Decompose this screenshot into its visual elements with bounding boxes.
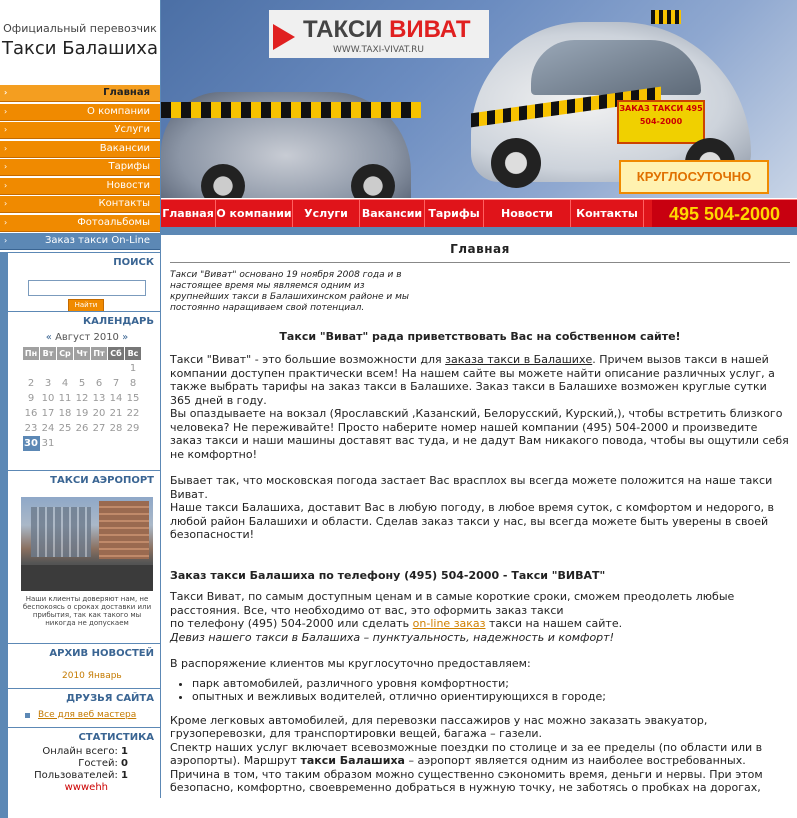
calendar-month: [0, 332, 160, 343]
airport-photo[interactable]: [21, 497, 153, 591]
calendar-day[interactable]: 27: [92, 422, 106, 434]
calendar-day[interactable]: 31: [41, 437, 55, 449]
nav-home[interactable]: Главная: [161, 200, 216, 228]
paragraph: Такси "Виват" - это большие возможности для заказа такси в Балашихе. Причем вызов такси в нашей компании доступен практически всем! На нашем сайте вы можете найти описание различных услуг, а также выбрать тарифы на заказ такси в Балашихе. Заказ такси в Балашихе возможен круглые сутки 365 дней в году.: [170, 353, 775, 407]
calendar-day[interactable]: 5: [78, 377, 86, 389]
side-menu-item-vacancies[interactable]: › Вакансии: [0, 141, 160, 158]
side-menu-item-tariffs[interactable]: › Тарифы: [0, 159, 160, 176]
checker-stripe: [161, 102, 421, 118]
paragraph: Бывает так, что московская погода застает Вас врасплох вы всегда можете положится на наше такси Виват.: [170, 474, 773, 501]
header-banner: [161, 0, 797, 198]
airport-caption: Наши клиенты доверяют нам, не беспокоясь о сроках доставки или прибытия, так как такого мы никогда не допускаем: [22, 594, 152, 627]
calendar-day[interactable]: 14: [109, 392, 123, 404]
side-menu-item-photos[interactable]: › Фотоальбомы: [0, 215, 160, 232]
calendar-day[interactable]: 3: [44, 377, 52, 389]
calendar-day[interactable]: 23: [24, 422, 38, 434]
calendar-day[interactable]: 16: [24, 407, 38, 419]
calendar-day[interactable]: 11: [58, 392, 72, 404]
calendar-day: [57, 360, 74, 376]
calendar-day[interactable]: 20: [92, 407, 106, 419]
top-nav: [161, 199, 797, 228]
stats-users: Пользователей: 1: [34, 769, 128, 781]
intro-text: Такси "Виват" основано 19 ноября 2008 года и в настоящее время мы являемся одним из крупнейших такси в Балашихинском районе и мы постоянно наращиваем свой потенциал.: [170, 269, 410, 313]
box-stripe: [0, 253, 8, 311]
services-list: [170, 677, 790, 704]
calendar-day: [125, 436, 142, 451]
calendar-day[interactable]: 9: [27, 392, 35, 404]
calendar-day[interactable]: 2: [27, 377, 35, 389]
taxi-car-image: [471, 22, 751, 182]
airport-heading: ТАКСИ АЭРОПОРТ: [50, 474, 154, 486]
calendar-day[interactable]: 10: [41, 392, 55, 404]
motto: Девиз нашего такси в Балашиха – пунктуальность, надежность и комфорт!: [170, 630, 614, 644]
calendar-day[interactable]: 29: [126, 422, 140, 434]
arrow-right-icon: ›: [4, 125, 8, 134]
calendar-day[interactable]: 6: [95, 377, 103, 389]
friends-heading: ДРУЗЬЯ САЙТА: [66, 692, 154, 704]
calendar-day[interactable]: 22: [126, 407, 140, 419]
calendar-day-header: Пт: [91, 346, 108, 360]
bullet-icon: [25, 713, 30, 718]
calendar-day[interactable]: 30: [24, 437, 38, 449]
side-menu-item-contacts[interactable]: › Контакты: [0, 196, 160, 213]
paragraph: Наше такси Балашиха, доставит Вас в любую погоду, в любое время суток, с комфортом и недорого, в любой район Балашихи и области. Сделав заказ такси у нас, вы всегда можете быть уверены в своей безопасности!: [170, 501, 775, 541]
calendar-day: [23, 360, 40, 376]
arrow-right-icon: ›: [4, 217, 8, 227]
calendar-day[interactable]: 24: [41, 422, 55, 434]
photo-road: [21, 565, 153, 591]
arrow-right-icon: ›: [4, 162, 8, 171]
wheel: [491, 138, 541, 188]
paragraph: по телефону (495) 504-2000 или сделать on-line заказ такси на нашем сайте.: [170, 617, 623, 630]
side-menu-item-home[interactable]: › Главная: [0, 85, 160, 102]
photo-building: [31, 507, 91, 557]
spacer: [170, 542, 790, 555]
spacer: [170, 461, 790, 474]
calendar-day-header: Чт: [74, 346, 91, 360]
car-window: [531, 40, 701, 95]
search-box: [0, 252, 160, 311]
calendar-day-header: Вт: [40, 346, 57, 360]
round-clock-badge: КРУГЛОСУТОЧНО: [619, 160, 769, 194]
taxi-car-image: [161, 92, 411, 198]
paragraph: Кроме легковых автомобилей, для перевозки пассажиров у нас можно заказать эвакуатор, грузоперевозки, для транспортировки вещей, багажа – газели.: [170, 713, 708, 740]
order-taxi-link[interactable]: заказа такси в Балашихе: [445, 353, 593, 366]
left-sidebar: [0, 0, 161, 798]
section-heading: Заказ такси Балашиха по телефону (495) 504-2000 - Такси "ВИВАТ": [170, 568, 606, 582]
arrow-right-icon: ›: [4, 88, 8, 97]
box-stripe: [0, 644, 8, 688]
calendar-heading: КАЛЕНДАРЬ: [82, 315, 154, 327]
taxi-roof-sign: [651, 10, 681, 24]
box-stripe: [0, 471, 8, 643]
calendar-day: [57, 436, 74, 451]
nav-vacancies[interactable]: Вакансии: [360, 200, 425, 228]
side-menu-item-services[interactable]: › Услуги: [0, 122, 160, 139]
calendar-month-label: Август 2010: [55, 331, 119, 343]
spacer: [170, 644, 790, 657]
box-stripe: [0, 312, 8, 470]
box-stripe: [0, 728, 8, 818]
calendar-day: [74, 360, 91, 376]
calendar-day[interactable]: 15: [126, 392, 140, 404]
archive-box: [0, 643, 160, 688]
calendar-grid: [22, 346, 142, 451]
calendar-day: [91, 360, 108, 376]
brand-title: Такси Балашиха: [2, 38, 158, 59]
calendar-day-header: Ср: [57, 346, 74, 360]
calendar-prev[interactable]: «: [45, 331, 52, 343]
arrow-right-icon: ›: [4, 180, 8, 190]
side-menu-item-about[interactable]: › О компании: [0, 104, 160, 121]
calendar-day-header: Вс: [125, 346, 142, 360]
paragraph: Такси Виват, по самым доступным ценам и в самые короткие сроки, сможем преодолеть любые расстояния. Все, что необходимо от вас, это оформить заказ такси: [170, 590, 735, 617]
calendar-day[interactable]: 4: [61, 377, 69, 389]
nav-news[interactable]: Новости: [484, 200, 571, 228]
arrow-right-icon: ›: [4, 143, 8, 153]
search-heading: ПОИСК: [113, 256, 154, 268]
nav-phone[interactable]: 495 504-2000: [652, 200, 797, 228]
nav-contacts[interactable]: Контакты: [571, 200, 644, 228]
stats-box: [0, 727, 160, 818]
calendar-day: [108, 436, 125, 451]
calendar-day: [40, 360, 57, 376]
calendar-day[interactable]: 13: [92, 392, 106, 404]
brand: [0, 0, 160, 85]
side-menu-item-order-online[interactable]: › Заказ такси On-Line: [0, 233, 160, 250]
arrow-right-icon: ›: [4, 106, 8, 116]
archive-link[interactable]: 2010 Январь: [62, 670, 122, 681]
nav-underline: [161, 227, 797, 235]
site-logo[interactable]: [269, 10, 489, 58]
box-stripe: [0, 689, 8, 727]
welcome-heading: Такси "Виват" рада приветствовать Вас на собственном сайте!: [279, 329, 681, 343]
archive-heading: АРХИВ НОВОСТЕЙ: [49, 647, 154, 659]
calendar-box: [0, 311, 160, 470]
side-menu-item-news[interactable]: › Новости: [0, 178, 160, 195]
nav-services[interactable]: Услуги: [293, 200, 360, 228]
nav-tariffs[interactable]: Тарифы: [425, 200, 484, 228]
calendar-day[interactable]: 21: [109, 407, 123, 419]
friends-link[interactable]: Все для веб мастера: [38, 709, 137, 720]
play-icon: [273, 24, 295, 50]
search-input[interactable]: [28, 280, 146, 296]
car-sign: ЗАКАЗ ТАКСИ 495 504-2000: [617, 100, 705, 144]
main-content: [170, 243, 790, 795]
stats-guests: Гостей: 0: [78, 757, 128, 769]
calendar-day[interactable]: 1: [129, 362, 137, 374]
calendar-day[interactable]: 8: [129, 377, 137, 389]
arrow-right-icon: ›: [4, 236, 8, 245]
photo-building: [99, 501, 149, 559]
calendar-day[interactable]: 28: [109, 422, 123, 434]
nav-about[interactable]: О компании: [216, 200, 293, 228]
list-item: • опытных и вежливых водителей, отлично ориентирующихся в городе;: [192, 690, 790, 704]
paragraph: Спектр наших услуг включает всевозможные поездки по столице и за ее пределы (по области или в аэропорты). Маршрут такси Балашиха – аэропорт является одним из наиболее востребованных. Причина в том, что таким образом можно существенно сэкономить время, деньги и нервы. При этом безопасно, комфортно, своевременно добраться в нужную точку, не заботясь о пробках на дорогах,: [170, 740, 763, 794]
stats-online: Онлайн всего: 1: [42, 745, 128, 757]
wheel: [351, 164, 395, 198]
side-menu: [0, 85, 160, 250]
calendar-day[interactable]: 7: [112, 377, 120, 389]
list-item: • парк автомобилей, различного уровня комфортности;: [192, 677, 790, 691]
page-title: Главная: [170, 243, 790, 263]
wheel: [201, 164, 245, 198]
calendar-day: [74, 436, 91, 451]
airport-box: [0, 470, 160, 643]
logo-url: WWW.TAXI-VIVAT.RU: [333, 45, 425, 55]
search-button[interactable]: Найти: [68, 299, 104, 312]
stats-user-link[interactable]: wwwehh: [64, 781, 108, 793]
calendar-day-header: Сб: [108, 346, 125, 360]
calendar-day[interactable]: 18: [58, 407, 72, 419]
logo-title: ТАКСИ ВИВАТ: [303, 16, 471, 43]
stats-heading: СТАТИСТИКА: [78, 731, 154, 743]
calendar-day[interactable]: 25: [58, 422, 72, 434]
brand-subtitle: Официальный перевозчик: [3, 22, 157, 35]
paragraph: В распоряжение клиентов мы круглосуточно предоставляем:: [170, 657, 531, 670]
online-order-link[interactable]: on-line заказ: [412, 617, 486, 630]
calendar-day: [91, 436, 108, 451]
calendar-next[interactable]: »: [122, 331, 129, 343]
calendar-day[interactable]: 17: [41, 407, 55, 419]
arrow-right-icon: ›: [4, 199, 8, 208]
calendar-day[interactable]: 12: [75, 392, 89, 404]
calendar-day-header: Пн: [23, 346, 40, 360]
calendar-day[interactable]: 19: [75, 407, 89, 419]
calendar-day[interactable]: 26: [75, 422, 89, 434]
calendar-day: [108, 360, 125, 376]
friends-box: [0, 688, 160, 727]
paragraph: Вы опаздываете на вокзал (Ярославский ,Казанский, Белорусский, Курский,), чтобы встретить близкого человека? Не переживайте! Просто наберите номер нашей компании (495) 504-2000 и произведите заказ такси и наши машины доставят вас туда, и не дадут Вам никакого повода, чтобы вы ощутили себя не комфортно!: [170, 407, 789, 461]
